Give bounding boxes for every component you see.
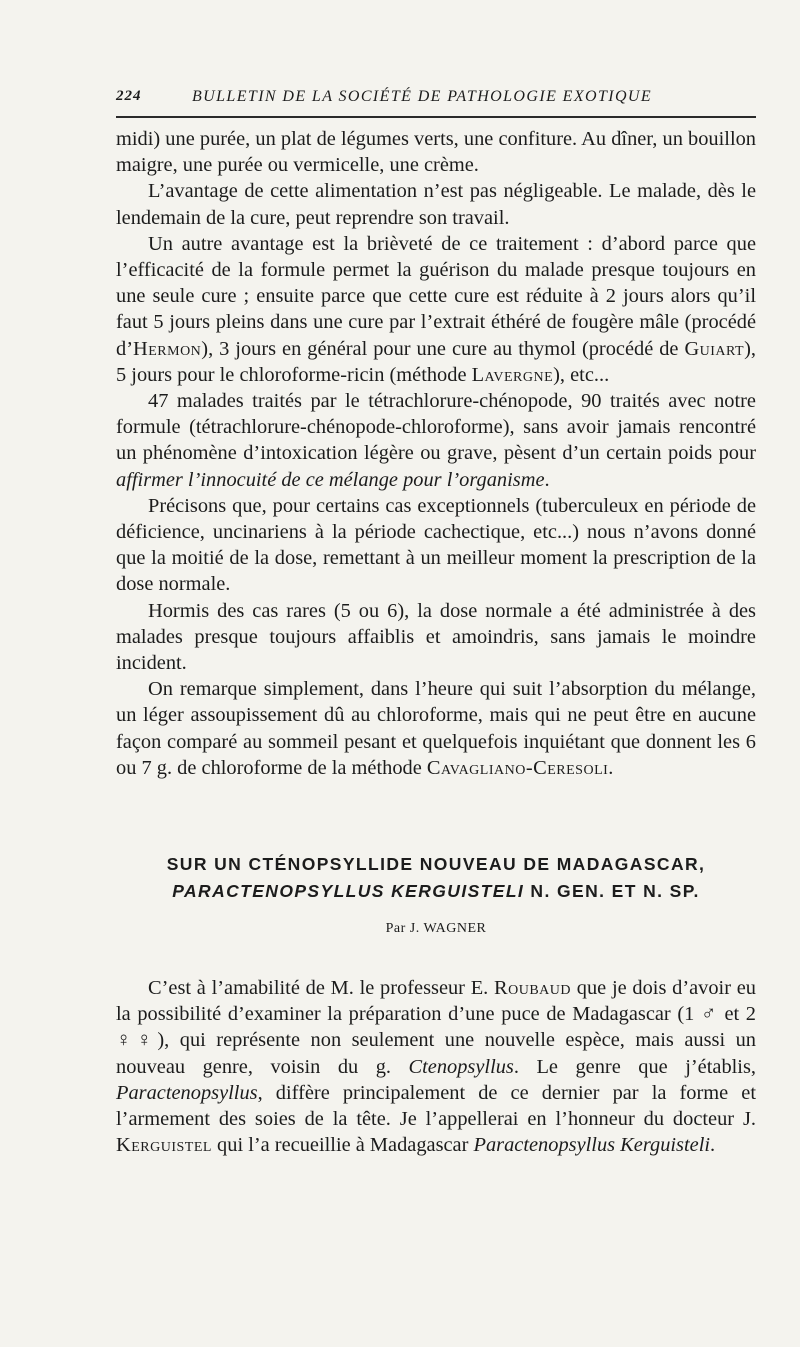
paragraph: 47 malades traités par le tétrachlorure-chénopode, 90 traités avec notre formule (tétrachlorure-chénopode-chloroforme), sans avoir jamais rencontré un phénomène d’intoxication légère ou grave, pèsent d’un certain poids pour affirmer l’innocuité de ce mélange pour l’organisme. [116,390,756,491]
paragraph: On remarque simplement, dans l’heure qui suit l’absorption du mélange, un léger assoupissement dû au chloroforme, mais qui ne peut être en aucune façon comparé au sommeil pesant et quelquefois inquiétant que donnent les 6 ou 7 g. de chloroforme de la méthode Cavagliano-Ceresoli. [116,678,756,779]
author-name: Hermon [133,337,202,360]
paragraph: Hormis des cas rares (5 ou 6), la dose normale a été administrée à des malades presque toujours affaiblis et amoindris, sans jamais le moindre incident. [116,599,756,675]
author-name: Kerguistel [116,1134,212,1157]
paragraph: midi) une purée, un plat de légumes verts, une confiture. Au dîner, un bouillon maigre, une purée ou vermicelle, une crème. [116,128,756,177]
header-rule [116,116,756,118]
paragraph: C’est à l’amabilité de M. le professeur E. Roubaud que je dois d’avoir eu la possibilité d’examiner la préparation d’une puce de Madagascar (1 ♂ et 2 ♀♀), qui représente non seulement une nouvelle espèce, mais aussi un nouveau genre, voisin du g. Ctenopsyllus. Le genre que j’établis, Paractenopsyllus, diffère principalement de ce dernier par la forme et l’armement des soies de la tête. Je l’appellerai en l’honneur du docteur J. Kerguistel qui l’a recueillie à Madagascar Paractenopsyllus Kerguisteli. [116,977,756,1157]
journal-title: BULLETIN DE LA SOCIÉTÉ DE PATHOLOGIE EXOTIQUE [192,88,653,105]
author-name: Guiart [684,337,745,360]
paragraph: L’avantage de cette alimentation n’est pas négligeable. Le malade, dès le lendemain de la cure, peut reprendre son travail. [116,180,756,229]
emphasis: affirmer l’innocuité de ce mélange pour l’organisme [116,468,545,491]
genus-name: Paractenopsyllus [116,1081,258,1104]
article-body [116,975,756,1158]
title-line: SUR UN CTÉNOPSYLLIDE NOUVEAU DE MADAGASCAR, [166,854,706,875]
paragraph: Un autre avantage est la brièveté de ce traitement : d’abord parce que l’efficacité de la formule permet la guérison du malade presque toujours en une seule cure ; ensuite parce que cette cure est réduite à 2 jours alors qu’il faut 5 jours pleins dans une cure par l’extrait éthéré de fougère mâle (procédé d’Hermon), 3 jours en général pour une cure au thymol (procédé de Guiart), 5 jours pour le chloroforme-ricin (méthode Lavergne), etc... [116,232,756,386]
author-name: Cavagliano-Ceresoli [426,756,609,779]
genus-name: Ctenopsyllus [408,1055,514,1078]
author-name: Roubaud [494,977,572,1000]
page [116,78,756,1159]
article-title [116,851,756,905]
byline: Par J. WAGNER [385,921,487,937]
author-name: Lavergne [471,363,554,386]
species-name: PARACTENOPSYLLUS KERGUISTELI [172,881,525,902]
paragraph: Précisons que, pour certains cas exceptionnels (tuberculeux en période de déficience, uncinariens à la période cachectique, etc...) nous n’avons donné que la moitié de la dose, remettant à un meilleur moment la prescription de la dose normale. [116,494,756,596]
species-name: Paractenopsyllus Kerguisteli [473,1134,711,1157]
continued-article-text [116,126,756,781]
title-line: PARACTENOPSYLLUS KERGUISTELI N. GEN. ET N. SP. [172,881,700,902]
running-header [116,78,756,116]
page-number: 224 [116,88,142,104]
